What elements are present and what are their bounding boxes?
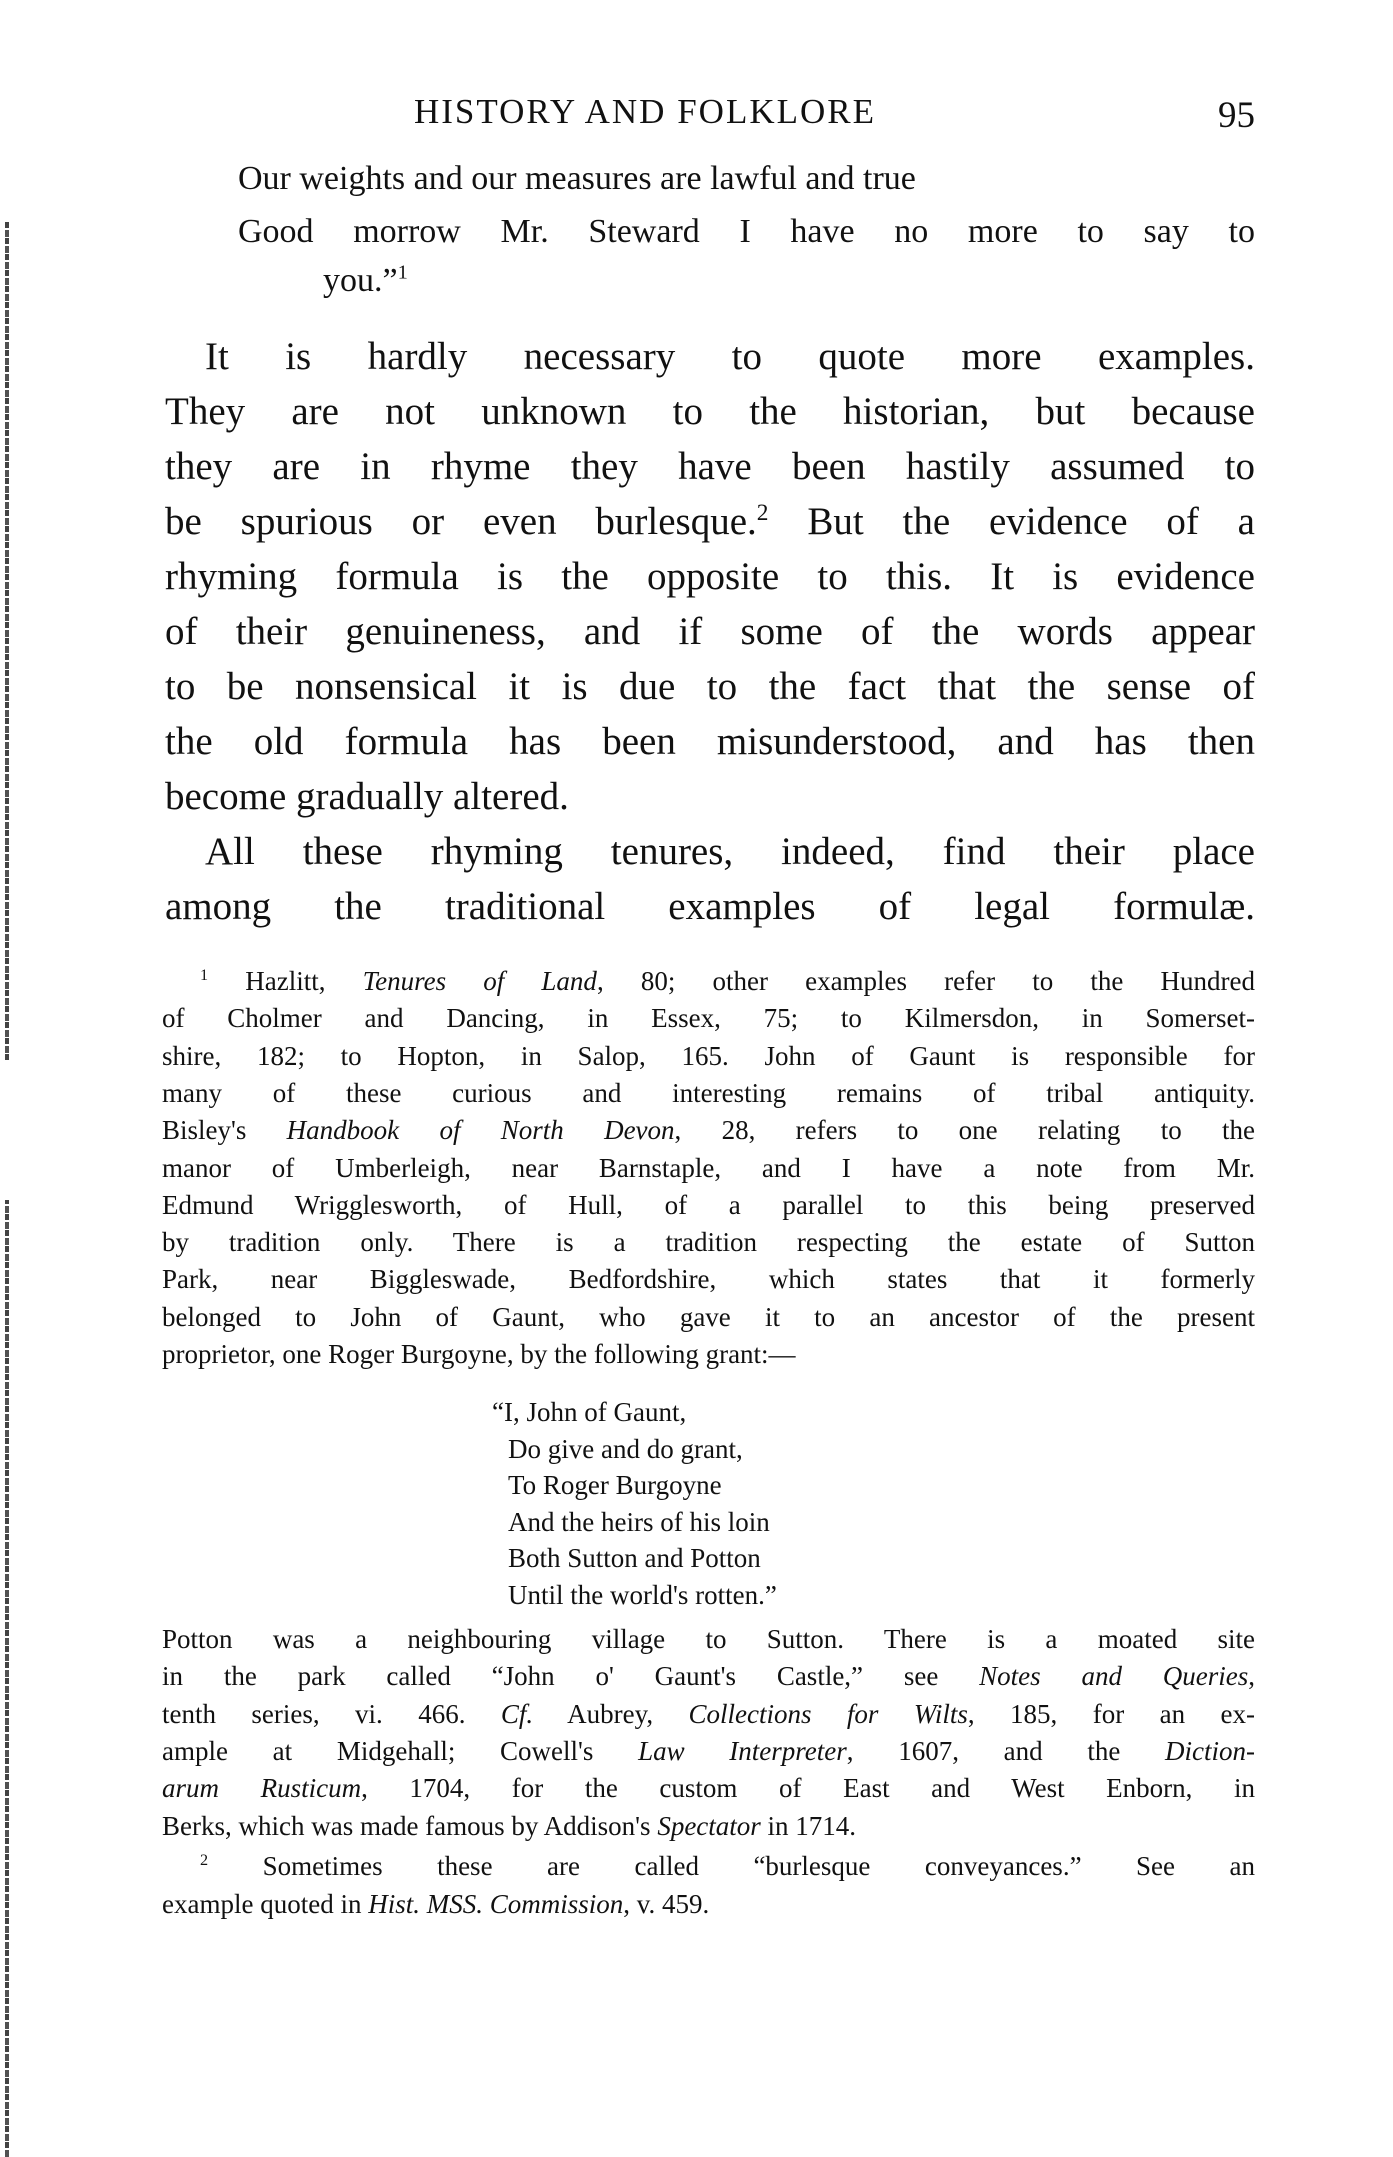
footnote-text: shire, 182; to Hopton, in Salop, 165. John of Gaunt is responsible for xyxy=(162,1040,1255,1071)
body-line xyxy=(165,499,1255,544)
footnote-line xyxy=(162,1153,1255,1184)
footnote-ref-2[interactable]: 2 xyxy=(756,500,769,526)
italic-title: Collections for Wilts xyxy=(688,1698,968,1729)
footnote-line xyxy=(162,1811,1255,1842)
italic-title: arum Rusticum xyxy=(162,1773,362,1804)
footnote-text: ample at Midgehall; Cowell's xyxy=(162,1735,639,1766)
footnote-line xyxy=(162,1190,1255,1221)
footnote-text: many of these curious and interesting remains of tribal antiquity. xyxy=(162,1077,1255,1108)
footnote-text: in the park called “John o' Gaunt's Castle,” see xyxy=(162,1661,980,1692)
footnote-line xyxy=(162,1773,1255,1804)
footnote-line xyxy=(162,1339,1255,1370)
footnote-line xyxy=(162,1736,1255,1767)
footnote-text: Potton was a neighbouring village to Sutton. There is a moated site xyxy=(162,1624,1255,1654)
footnote-text: , 185, for an ex- xyxy=(967,1698,1255,1729)
footnote-marker: 2 xyxy=(200,1851,209,1869)
footnote-ref-1[interactable]: 1 xyxy=(397,261,408,284)
footnote-line xyxy=(162,1699,1255,1730)
body-line: rhyming formula is the opposite to this. It is evidence xyxy=(165,555,1255,598)
verse-line: Until the world's rotten.” xyxy=(508,1579,777,1610)
scan-edge-gap xyxy=(3,1060,13,1200)
body-line: of their genuineness, and if some of the words appear xyxy=(165,610,1255,653)
verse-line: Both Sutton and Potton xyxy=(508,1543,761,1573)
footnote-text: , 1704, for the custom of East and West Enborn, in xyxy=(361,1773,1256,1804)
running-header: HISTORY AND FOLKLORE xyxy=(414,92,876,131)
italic-title: Law Interpreter xyxy=(638,1735,847,1766)
footnote-text: of Cholmer and Dancing, in Essex, 75; to Kilmersdon, in Somerset- xyxy=(162,1003,1255,1034)
footnote-text: Edmund Wrigglesworth, of Hull, of a parallel to this being preserved xyxy=(162,1189,1255,1220)
footnote-line xyxy=(162,1003,1255,1034)
italic-title: Notes and Queries xyxy=(979,1661,1249,1692)
body-line: the old formula has been misunderstood, and has then xyxy=(165,720,1255,763)
verse-line: And the heirs of his loin xyxy=(508,1506,770,1537)
body-text: But the evidence of a xyxy=(768,500,1255,543)
italic-title: Hist. MSS. Commission xyxy=(368,1888,624,1919)
quote-line xyxy=(323,262,408,300)
footnote-text: Berks, which was made famous by Addison's xyxy=(162,1810,658,1841)
verse-line: “I, John of Gaunt, xyxy=(492,1397,687,1427)
quote-line: Good morrow Mr. Steward I have no more to say to xyxy=(238,213,1255,250)
footnote-marker: 1 xyxy=(200,966,209,984)
italic-title: Cf. xyxy=(500,1698,534,1729)
italic-title: Diction- xyxy=(1165,1735,1255,1766)
footnote-text: Park, near Biggleswade, Bedfordshire, which states that it formerly xyxy=(162,1264,1255,1295)
footnote-text: , 28, refers to one relating to the xyxy=(674,1115,1255,1146)
footnote-text: belonged to John of Gaunt, who gave it to an ancestor of the present xyxy=(162,1301,1255,1332)
body-line: among the traditional examples of legal formulæ. xyxy=(165,885,1255,928)
italic-title: Spectator xyxy=(657,1810,761,1841)
footnote-text: Hazlitt, xyxy=(208,966,363,996)
footnote-line xyxy=(162,1889,1255,1920)
footnote-text: proprietor, one Roger Burgoyne, by the following grant:— xyxy=(162,1339,796,1369)
footnote-line xyxy=(162,1115,1255,1146)
footnote-text: in 1714. xyxy=(760,1810,857,1841)
footnote-line xyxy=(162,1227,1255,1258)
footnote-line xyxy=(162,1661,1255,1692)
body-line: All these rhyming tenures, indeed, find their place xyxy=(205,830,1255,873)
footnote-text: , v. 459. xyxy=(623,1888,710,1919)
footnote-text: , xyxy=(1248,1661,1255,1692)
body-line: to be nonsensical it is due to the fact that the sense of xyxy=(165,665,1255,708)
footnote-line xyxy=(162,1041,1255,1072)
body-line: They are not unknown to the historian, but because xyxy=(165,390,1255,433)
footnote-line xyxy=(162,1302,1255,1333)
footnote-line xyxy=(200,1851,1255,1882)
footnote-text: Sometimes these are called “burlesque conveyances.” See an xyxy=(208,1851,1255,1881)
body-text: be spurious or even burlesque. xyxy=(165,500,757,543)
verse-line: Do give and do grant, xyxy=(508,1433,743,1464)
italic-title: Handbook of North Devon xyxy=(286,1115,675,1146)
footnote-text: example quoted in xyxy=(162,1888,369,1919)
footnote-line xyxy=(162,1264,1255,1295)
footnote-line xyxy=(162,1078,1255,1109)
footnote-text: by tradition only. There is a tradition respecting the estate of Sutton xyxy=(162,1227,1255,1258)
footnote-text: , 1607, and the xyxy=(846,1735,1165,1766)
page-number: 95 xyxy=(1218,95,1255,136)
footnote-text: tenth series, vi. 466. xyxy=(162,1698,501,1729)
footnote-text: Bisley's xyxy=(162,1115,287,1146)
verse-line: To Roger Burgoyne xyxy=(508,1470,722,1500)
footnote-line xyxy=(200,966,1255,997)
footnote-line xyxy=(162,1624,1255,1655)
footnote-text: manor of Umberleigh, near Barnstaple, and I have a note from Mr. xyxy=(162,1152,1255,1183)
italic-title: Tenures of Land xyxy=(362,966,597,996)
footnote-text: , 80; other examples refer to the Hundred xyxy=(596,966,1256,996)
footnote-text: Aubrey, xyxy=(533,1698,689,1729)
quote-line: Our weights and our measures are lawful and true xyxy=(238,160,916,197)
body-line: It is hardly necessary to quote more examples. xyxy=(205,335,1255,378)
body-line: they are in rhyme they have been hastily assumed to xyxy=(165,445,1255,488)
quote-line-text: you.” xyxy=(323,262,398,299)
body-line: become gradually altered. xyxy=(165,775,569,818)
